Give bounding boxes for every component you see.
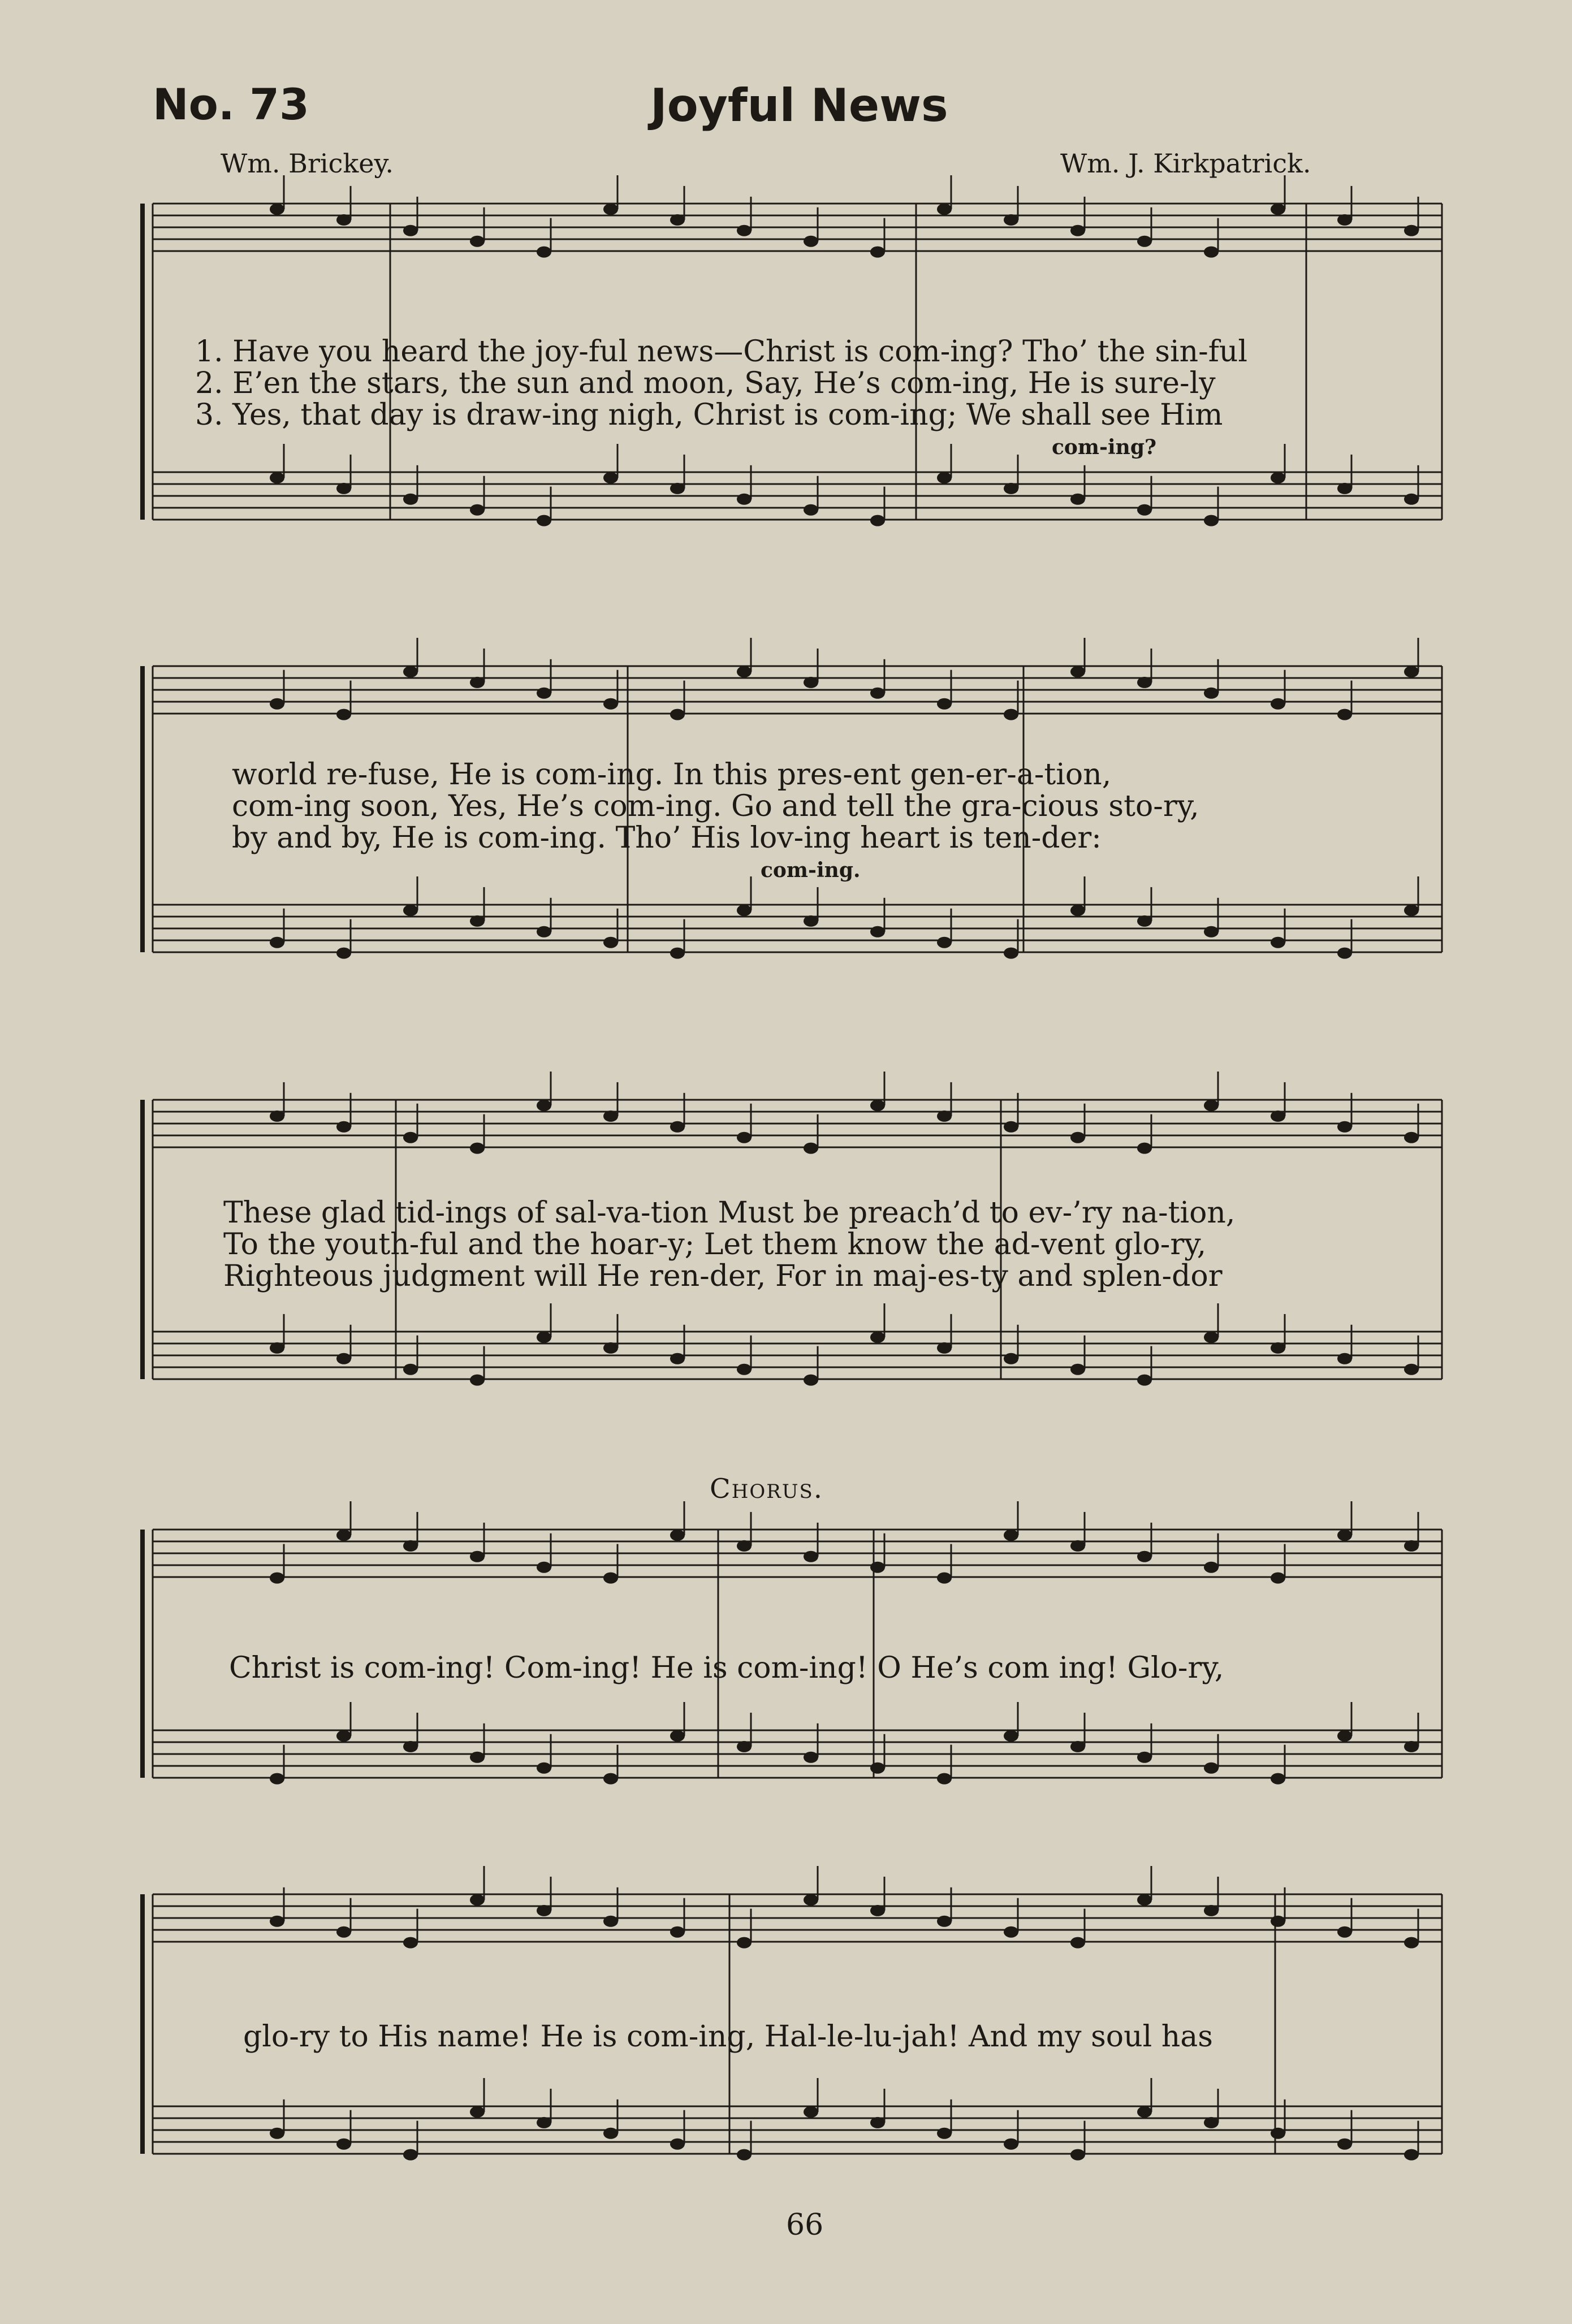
notehead	[1204, 1100, 1219, 1111]
notehead	[537, 1905, 551, 1916]
notehead	[336, 1121, 351, 1133]
notehead	[403, 666, 418, 677]
notehead	[403, 905, 418, 916]
notehead	[1271, 698, 1285, 710]
notehead	[937, 1916, 952, 1927]
notehead	[804, 1375, 818, 1386]
notehead	[470, 2106, 485, 2118]
notehead	[1070, 1132, 1085, 1143]
notehead	[670, 214, 685, 226]
notehead	[937, 1573, 952, 1584]
notehead	[737, 1540, 752, 1552]
notehead	[336, 214, 351, 226]
notehead	[1004, 1530, 1018, 1541]
notehead	[1204, 1562, 1219, 1573]
notehead	[1404, 666, 1419, 677]
notehead	[1404, 1132, 1419, 1143]
notehead	[403, 1937, 418, 1949]
notehead	[603, 1773, 618, 1785]
notehead	[1137, 236, 1152, 247]
notehead	[1404, 905, 1419, 916]
notehead	[1337, 2139, 1352, 2150]
notehead	[270, 937, 284, 948]
notehead	[1070, 1741, 1085, 1752]
verse-2-line-1: 2. E’en the stars, the sun and moon, Say, He’s com-ing, He is sure-ly	[195, 366, 1216, 400]
notehead	[737, 1937, 752, 1949]
notehead	[804, 677, 818, 688]
notehead	[270, 1773, 284, 1785]
hymn-title: Joyful News	[650, 79, 948, 132]
notehead	[937, 1111, 952, 1122]
notehead	[804, 915, 818, 927]
notehead	[1070, 666, 1085, 677]
lyricist-credit: Wm. Brickey.	[221, 148, 394, 179]
notehead	[270, 204, 284, 215]
notehead	[1204, 515, 1219, 526]
notehead	[336, 483, 351, 494]
notehead	[403, 494, 418, 505]
notehead	[870, 2117, 885, 2128]
notehead	[670, 1530, 685, 1541]
notehead	[870, 1562, 885, 1573]
notehead	[1404, 1540, 1419, 1552]
notehead	[937, 472, 952, 483]
notehead	[1070, 2149, 1085, 2161]
notehead	[537, 1562, 551, 1573]
notehead	[1204, 1332, 1219, 1343]
notehead	[470, 1894, 485, 1906]
notehead	[1004, 483, 1018, 494]
notehead	[737, 494, 752, 505]
notehead	[670, 1353, 685, 1364]
notehead	[870, 1332, 885, 1343]
notehead	[470, 1143, 485, 1154]
notehead	[670, 483, 685, 494]
notehead	[1004, 1730, 1018, 1742]
notehead	[1337, 483, 1352, 494]
notehead	[1137, 1752, 1152, 1763]
notehead	[603, 937, 618, 948]
notehead	[937, 1342, 952, 1354]
notehead	[270, 1916, 284, 1927]
verse-1-line-1: 1. Have you heard the joy-ful news—Christ is com-ing? Tho’ the sin-ful	[195, 335, 1248, 369]
notehead	[1204, 926, 1219, 938]
notehead	[1271, 1111, 1285, 1122]
notehead	[336, 709, 351, 720]
notehead	[937, 698, 952, 710]
notehead	[603, 472, 618, 483]
notehead	[1404, 1937, 1419, 1949]
chorus-line-1: Christ is com-ing! Com-ing! He is com-ing! O He’s com ing! Glo-ry,	[229, 1651, 1224, 1685]
notehead	[403, 1741, 418, 1752]
notehead	[1204, 1905, 1219, 1916]
notehead	[1404, 1741, 1419, 1752]
notehead	[470, 915, 485, 927]
notehead	[804, 504, 818, 516]
notehead	[670, 2139, 685, 2150]
notehead	[1337, 1353, 1352, 1364]
page-number: 66	[786, 2208, 824, 2242]
notehead	[870, 1100, 885, 1111]
notehead	[937, 2128, 952, 2139]
verse-1-line-2: world re-fuse, He is com-ing. In this pres-ent gen-er-a-tion,	[232, 758, 1112, 792]
notehead	[804, 236, 818, 247]
notehead	[603, 698, 618, 710]
notehead	[937, 1773, 952, 1785]
notehead	[870, 1905, 885, 1916]
notehead	[403, 1540, 418, 1552]
notehead	[336, 1530, 351, 1541]
notehead	[1337, 1730, 1352, 1742]
notehead	[1137, 504, 1152, 516]
notehead	[470, 677, 485, 688]
bass-echo-2: com-ing.	[761, 858, 861, 882]
notehead	[1004, 1926, 1018, 1938]
notehead	[603, 204, 618, 215]
notehead	[1271, 937, 1285, 948]
notehead	[336, 948, 351, 959]
notehead	[1004, 2139, 1018, 2150]
notehead	[737, 225, 752, 236]
notehead	[470, 236, 485, 247]
notehead	[1337, 948, 1352, 959]
verse-3-line-1: 3. Yes, that day is draw-ing nigh, Christ is com-ing; We shall see Him	[195, 398, 1223, 432]
notehead	[670, 1121, 685, 1133]
notehead	[1004, 948, 1018, 959]
notehead	[270, 1573, 284, 1584]
notehead	[1137, 915, 1152, 927]
composer-credit: Wm. J. Kirkpatrick.	[1060, 148, 1311, 179]
notehead	[1070, 1937, 1085, 1949]
chorus-label: Chorus.	[710, 1473, 824, 1505]
notehead	[403, 1364, 418, 1375]
notehead	[1004, 709, 1018, 720]
notehead	[537, 1763, 551, 1774]
notehead	[670, 1926, 685, 1938]
notehead	[537, 1332, 551, 1343]
notehead	[403, 2149, 418, 2161]
notehead	[603, 2128, 618, 2139]
notehead	[1404, 2149, 1419, 2161]
notehead	[1271, 1773, 1285, 1785]
notehead	[470, 1375, 485, 1386]
notehead	[737, 2149, 752, 2161]
notehead	[1070, 1540, 1085, 1552]
notehead	[1137, 1894, 1152, 1906]
notehead	[670, 948, 685, 959]
notehead	[537, 926, 551, 938]
notehead	[1070, 225, 1085, 236]
notehead	[336, 1353, 351, 1364]
notehead	[537, 515, 551, 526]
notehead	[804, 1551, 818, 1562]
notehead	[1137, 2106, 1152, 2118]
notehead	[1337, 709, 1352, 720]
notehead	[403, 1132, 418, 1143]
notehead	[1004, 1121, 1018, 1133]
notehead	[1137, 677, 1152, 688]
notehead	[737, 1364, 752, 1375]
notehead	[1271, 1573, 1285, 1584]
notehead	[804, 2106, 818, 2118]
notehead	[336, 2139, 351, 2150]
verse-3-line-3: Righteous judgment will He ren-der, For in maj-es-ty and splen-dor	[223, 1259, 1223, 1293]
notehead	[603, 1916, 618, 1927]
notehead	[804, 1143, 818, 1154]
notehead	[1070, 1364, 1085, 1375]
notehead	[1070, 905, 1085, 916]
notehead	[870, 1763, 885, 1774]
notehead	[870, 926, 885, 938]
notehead	[1271, 2128, 1285, 2139]
notehead	[1204, 2117, 1219, 2128]
notehead	[470, 1551, 485, 1562]
notehead	[603, 1342, 618, 1354]
notehead	[1271, 1342, 1285, 1354]
notehead	[1404, 494, 1419, 505]
notehead	[737, 905, 752, 916]
notehead	[470, 1752, 485, 1763]
notehead	[537, 2117, 551, 2128]
notehead	[804, 1752, 818, 1763]
notehead	[270, 472, 284, 483]
notehead	[1137, 1375, 1152, 1386]
notehead	[670, 1730, 685, 1742]
notehead	[1204, 247, 1219, 258]
hymn-number: No. 73	[153, 79, 309, 129]
notehead	[1070, 494, 1085, 505]
notehead	[737, 1132, 752, 1143]
notehead	[1404, 1364, 1419, 1375]
notehead	[270, 2128, 284, 2139]
notehead	[870, 515, 885, 526]
verse-2-line-2: com-ing soon, Yes, He’s com-ing. Go and tell the gra-cious sto-ry,	[232, 789, 1199, 823]
notehead	[1204, 1763, 1219, 1774]
notehead	[1337, 1530, 1352, 1541]
notehead	[804, 1894, 818, 1906]
notehead	[1271, 1916, 1285, 1927]
notehead	[470, 504, 485, 516]
bass-echo-1: com-ing?	[1052, 435, 1157, 459]
notehead	[603, 1573, 618, 1584]
notehead	[603, 1111, 618, 1122]
notehead	[937, 204, 952, 215]
verse-3-line-2: by and by, He is com-ing. Tho’ His lov-ing heart is ten-der:	[232, 821, 1102, 855]
chorus-line-2: glo-ry to His name! He is com-ing, Hal-le-lu-jah! And my soul has	[243, 2020, 1213, 2054]
notehead	[537, 247, 551, 258]
notehead	[1004, 1353, 1018, 1364]
notehead	[937, 937, 952, 948]
notehead	[870, 247, 885, 258]
notehead	[1137, 1551, 1152, 1562]
notehead	[1004, 214, 1018, 226]
notehead	[870, 688, 885, 699]
notehead	[336, 1730, 351, 1742]
verse-2-line-3: To the youth-ful and the hoar-y; Let them know the ad-vent glo-ry,	[223, 1228, 1207, 1262]
notehead	[270, 1111, 284, 1122]
notehead	[737, 666, 752, 677]
notehead	[270, 1342, 284, 1354]
notehead	[737, 1741, 752, 1752]
notehead	[1271, 204, 1285, 215]
notehead	[336, 1926, 351, 1938]
notehead	[1337, 1121, 1352, 1133]
verse-1-line-3: These glad tid-ings of sal-va-tion Must be preach’d to ev-’ry na-tion,	[223, 1196, 1236, 1230]
notehead	[1271, 472, 1285, 483]
notehead	[270, 698, 284, 710]
notehead	[537, 1100, 551, 1111]
notehead	[670, 709, 685, 720]
notehead	[1337, 214, 1352, 226]
notehead	[1404, 225, 1419, 236]
notehead	[1204, 688, 1219, 699]
notehead	[537, 688, 551, 699]
notehead	[1137, 1143, 1152, 1154]
notehead	[1337, 1926, 1352, 1938]
notehead	[403, 225, 418, 236]
